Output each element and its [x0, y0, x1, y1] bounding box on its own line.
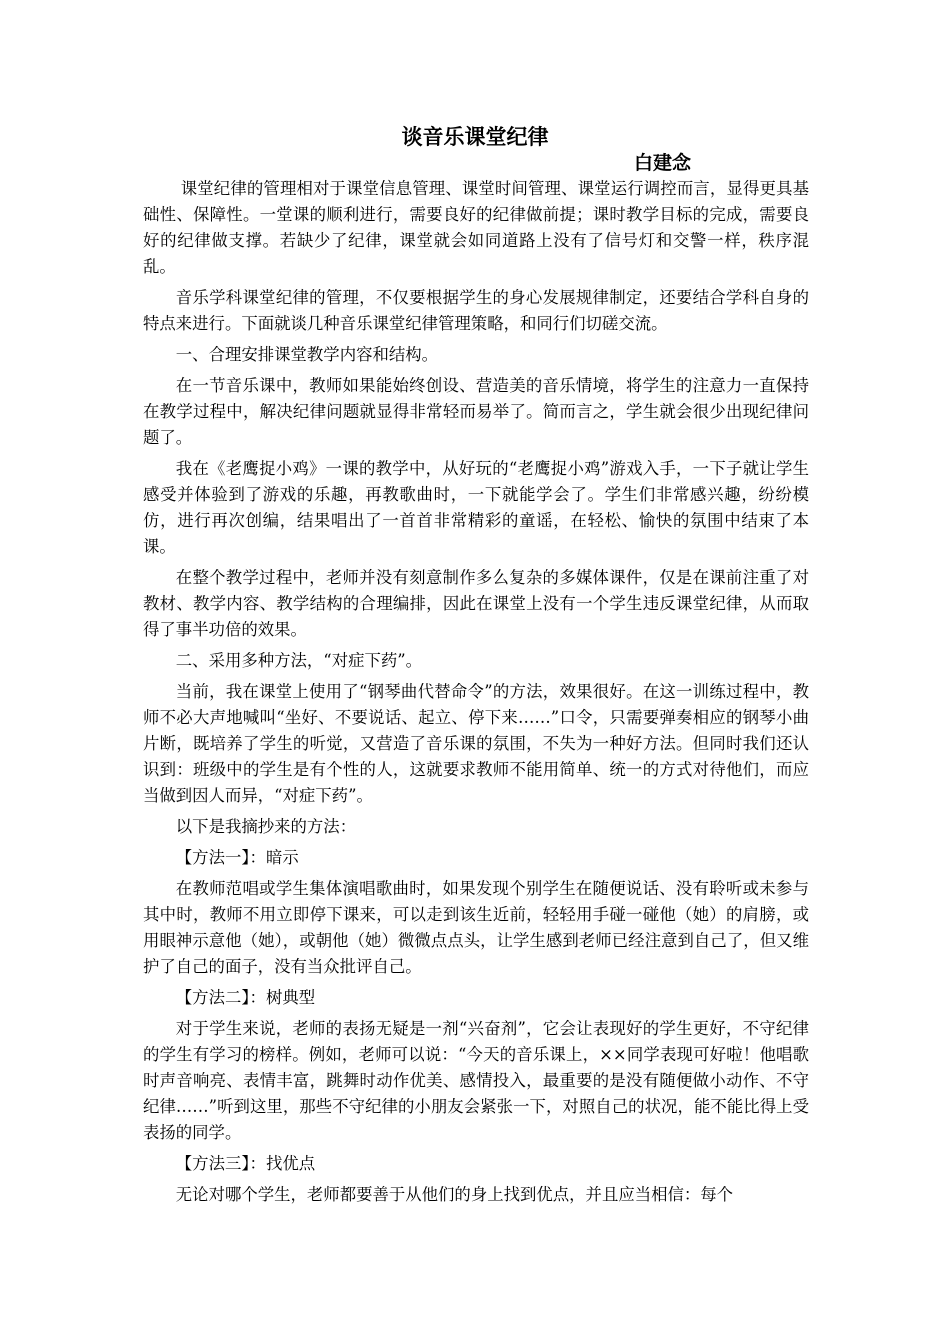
method-heading-1: 【方法一】：暗示 — [175, 848, 299, 867]
method-heading-3: 【方法三】：找优点 — [175, 1154, 316, 1173]
document-author: 白建念 — [634, 152, 692, 174]
paragraph-method-1: 在教师范唱或学生集体演唱歌曲时，如果发现个别学生在随便说话、没有聆听或未参与其中时，教师不用立即停下课来，可以走到该生近前，轻轻用手碰一碰他（她）的肩膀，或用眼神示意他（她），或朝他（她）微微点点头，让学生感到老师已经注意到自己了，但又维护了自己的面子，没有当众批评自己。 — [143, 879, 809, 976]
document-body — [143, 176, 809, 1213]
paragraph-section2-1: 当前，我在课堂上使用了“钢琴曲代替命令”的方法，效果很好。在这一训练过程中，教师不必大声地喊叫“坐好、不要说话、起立、停下来……”口令，只需要弹奏相应的钢琴小曲片断，既培养了学生的听觉，又营造了音乐课的氛围，不失为一种好方法。但同时我们还认识到：班级中的学生是有个性的人，这就要求教师不能用简单、统一的方式对待他们，而应当做到因人而异，“对症下药”。 — [143, 682, 809, 805]
paragraph-section1-1: 在一节音乐课中，教师如果能始终创设、营造美的音乐情境，将学生的注意力一直保持在教学过程中，解决纪律问题就显得非常轻而易举了。简而言之，学生就会很少出现纪律问题了。 — [143, 376, 809, 447]
paragraph-section1-2: 我在《老鹰捉小鸡》一课的教学中，从好玩的“老鹰捉小鸡”游戏入手，一下子就让学生感受并体验到了游戏的乐趣，再教歌曲时，一下就能学会了。学生们非常感兴趣，纷纷模仿，进行再次创编，结果唱出了一首首非常精彩的童谣，在轻松、愉快的氛围中结束了本课。 — [143, 459, 809, 556]
paragraph-section1-3: 在整个教学过程中，老师并没有刻意制作多么复杂的多媒体课件，仅是在课前注重了对教材、教学内容、教学结构的合理编排，因此在课堂上没有一个学生违反课堂纪律，从而取得了事半功倍的效果。 — [143, 568, 809, 639]
paragraph-intro-1: 课堂纪律的管理相对于课堂信息管理、课堂时间管理、课堂运行调控而言，显得更具基础性、保障性。一堂课的顺利进行，需要良好的纪律做前提；课时教学目标的完成，需要良好的纪律做支撑。若缺少了纪律，课堂就会如同道路上没有了信号灯和交警一样，秩序混乱。 — [143, 179, 809, 276]
paragraph-method-3: 无论对哪个学生，老师都要善于从他们的身上找到优点，并且应当相信：每个 — [175, 1185, 734, 1204]
method-heading-2: 【方法二】：树典型 — [175, 988, 316, 1007]
section-heading-2: 二、采用多种方法，“对症下药”。 — [175, 651, 423, 670]
paragraph-method-2: 对于学生来说，老师的表扬无疑是一剂“兴奋剂”，它会让表现好的学生更好，不守纪律的学生有学习的榜样。例如，老师可以说：“今天的音乐课上，××同学表现可好啦！他唱歌时声音响亮、表情丰富，跳舞时动作优美、感情投入，最重要的是没有随便做小动作、不守纪律……”听到这里，那些不守纪律的小朋友会紧张一下，对照自己的状况，能不能比得上受表扬的同学。 — [143, 1019, 809, 1142]
paragraph-section2-2: 以下是我摘抄来的方法： — [175, 817, 357, 836]
document-title: 谈音乐课堂纪律 — [401, 125, 549, 149]
paragraph-intro-2: 音乐学科课堂纪律的管理，不仅要根据学生的身心发展规律制定，还要结合学科自身的特点来进行。下面就谈几种音乐课堂纪律管理策略，和同行们切磋交流。 — [143, 288, 809, 333]
section-heading-1: 一、合理安排课堂教学内容和结构。 — [175, 345, 439, 364]
